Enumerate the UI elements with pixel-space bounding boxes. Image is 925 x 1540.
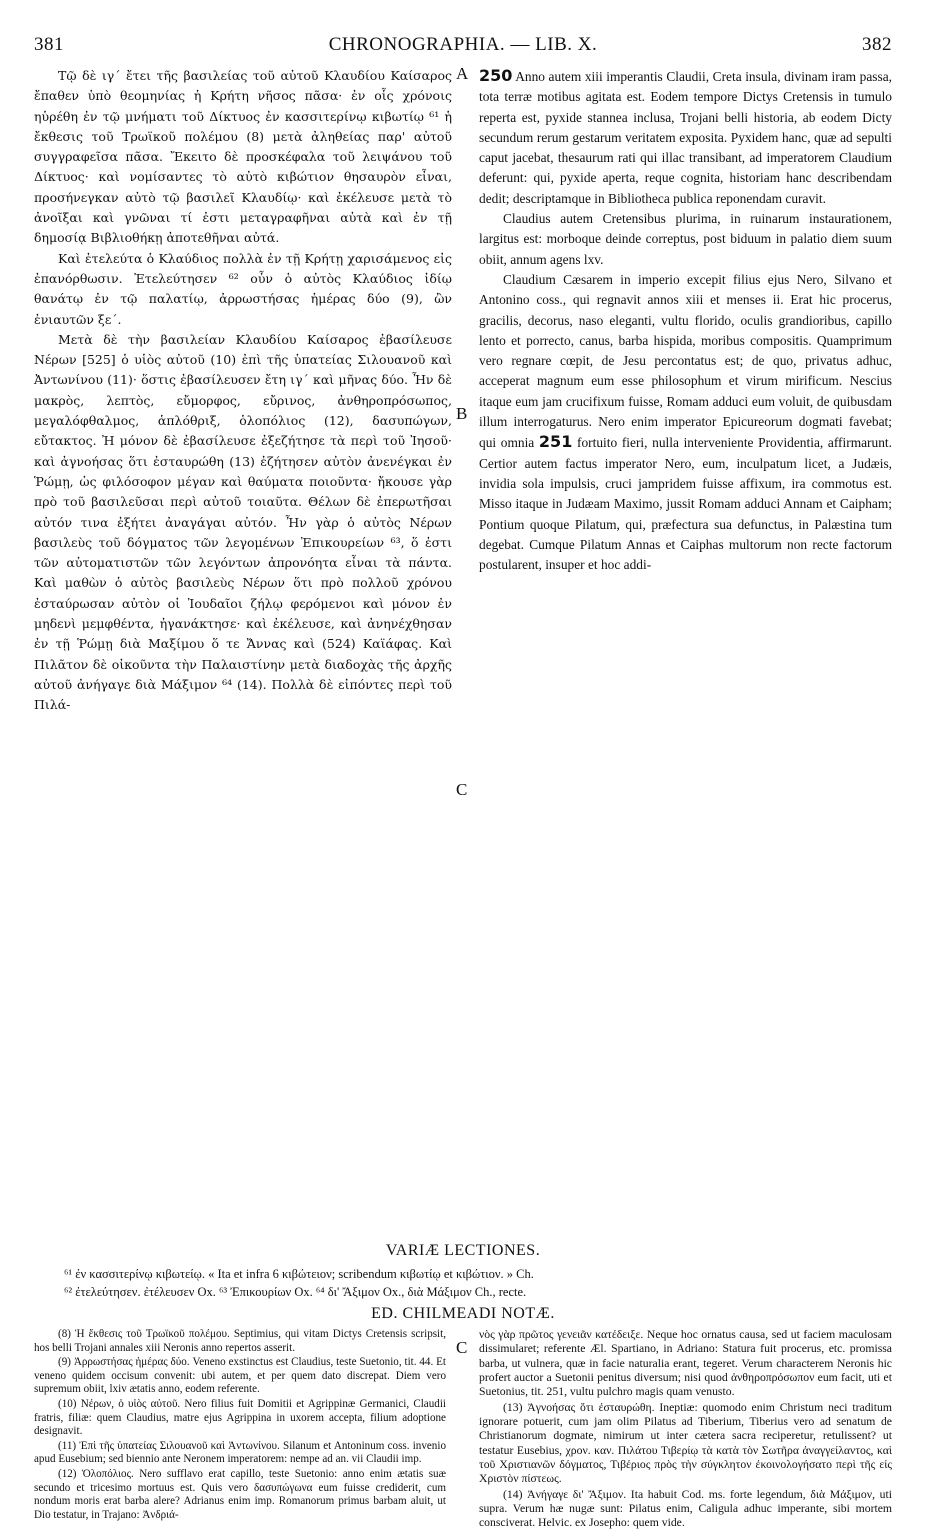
- page-number-left: 381: [34, 34, 64, 55]
- variant-line: ⁶¹ ἐν κασσιτερίνῳ κιβωτείῳ. « Ita et infra 6 κιβώτειον; scribendum κιβωτίῳ et κιβώτιον. » Ch.: [64, 1267, 534, 1281]
- page-number-right: 382: [862, 34, 892, 55]
- greek-text-column: [34, 66, 452, 716]
- latin-paragraph: [479, 66, 892, 209]
- note: (9) Ἀρρωστήσας ἡμέρας δύο. Veneno exstinctus est Claudius, teste Suetonio, tit. 44. Et veneno quidem occisum convenit: ubi autem, et per quem dato discrepat. Diem vero supremum obiit, lxiv ætatis anno, eodem referente.: [34, 1356, 446, 1396]
- margin-letter-b: B: [456, 404, 468, 423]
- note: (14) Ἀνήγαγε δι' Ἄξιμον. Ita habuit Cod. ms. forte legendum, διὰ Μάξιμον, uti supra. Verum hæ nugæ sunt: Pilatus enim, Caligula adhuc imperante, sibi mortem consciverat. Helvic. ex Josepho: quem vide.: [479, 1487, 892, 1530]
- latin-text-column: [479, 66, 892, 575]
- greek-paragraph: Καὶ ἐτελεύτα ὁ Κλαύδιος πολλὰ ἐν τῇ Κρήτῃ χαρισάμενος εἰς ἐπανόρθωσιν. Ἐτελεύτησεν ⁶² οὖν ὁ αὐτὸς Κλαύδιος ἰδίῳ θανάτῳ ἐν τῷ παλατίῳ, ἀρρωστήσας ἡμέρας δύο (9), ὢν ἐνιαυτῶν ξε΄.: [34, 250, 452, 327]
- note: (13) Ἀγνοήσας ὅτι ἐσταυρώθη. Ineptiæ: quomodo enim Christum neci traditum ignorare potuerit, cum jam olim Pilatus ad Tiberium, Tiberius vero ad senatum de Christianorum dogmate, nimirum ut inter cætera sacra reciperetur, retulissent? ut testatur Eusebius, χρον. καν. Πιλάτου Τιβερίῳ τὰ κατὰ τὸν Σωτῆρα ἀναγγείλαντος, καὶ τοῦ Χριστιανῶν δόγματος, Τιβέριος πρὸς τὴν σύγκλητον ἐκοινολογήσατο περὶ τῆς εἰς Χριστὸν πίστεως.: [479, 1400, 892, 1486]
- notes-title: ED. CHILMEADI NOTÆ.: [371, 1305, 555, 1322]
- note: (8) Ἡ ἔκθεσις τοῦ Τρωϊκοῦ πολέμου. Septimius, qui vitam Dictys Cretensis scripsit, hos belli Trojani annales xiii Neronis anno repertos asserit.: [34, 1328, 446, 1354]
- note-continuation: νὸς γὰρ πρῶτος γενειᾶν κατέδειξε. Neque hoc ornatus causa, sed ut faciem maculosam dissimularet; referente Æl. Spartiano, in Adriano: Statura fuit procerus, etc. promissa barba, ut vulnera, quæ in facie naturalia erant, tegeret. Verum characterem Neronis hic profert auctor a Suetonii penitus diversum; nisi quod ἀνθηροπρόσωπον eum facit, uti et Suetonius, tit. 251, vultu pulchro magis quam venusto.: [479, 1328, 892, 1399]
- note: (11) Ἐπὶ τῆς ὑπατείας Σιλουανοῦ καὶ Ἀντωνίνου. Silanum et Antoninum coss. invenio apud Eusebium; sed biennio ante Neronem imperatorem: nempe ad an. vii Claudii imp.: [34, 1439, 446, 1466]
- margin-letter-c-notes: C: [456, 1338, 468, 1357]
- section-number: 251: [538, 432, 573, 452]
- latin-text: fortuito fieri, nulla interveniente Providentia, affirmarunt. Certior autem factus imperator Nero, eum, inculpatum licet, a Judæis, invidia sola impulsis, cruci jampridem fuisse affixum, ira commotus est. Misso itaque in Judæam Maximo, jussit Romam adduci Annam et Caipham; Pontium quoque Pilatum, qui, præfectura sua defunctus, in Palæstina tum degebat. Cumque Pilatum Annas et Caiphas multorum non recte factorum postularent, insuper et hoc addi-: [479, 435, 892, 573]
- variae-lectiones: [40, 1265, 892, 1301]
- greek-paragraph: Μετὰ δὲ τὴν βασιλείαν Κλαυδίου Καίσαρος ἐβασίλευσε Νέρων [525] ὁ υἱὸς αὐτοῦ (10) ἐπὶ τῆς ὑπατείας Σιλουανοῦ καὶ Ἀντωνίνου (11)· ὅστις ἐβασίλευσεν ἔτη ιγ΄ καὶ μῆνας δύο. Ἦν δὲ μακρὸς, λεπτὸς, εὔμορφος, εὔρινος, ἀνθηροπρόσωπος, μεγαλόφθαλμος, ἁπλόθριξ, ὁλοπόλιος (12), δασυπώγων, εὔτακτος. Ἠ μόνον δὲ ἐβασίλευσε ἐξεζήτησε τὰ περὶ τοῦ Ἰησοῦ· καὶ ἀγνοήσας ὅτι ἐσταυρώθη (13) ἐζήτησεν αὐτὸν ἀνενέγκαι ἐν Ῥώμῃ, ὡς φιλόσοφον μέγαν καὶ θαύματα ποιοῦντα· ἤκουσε γὰρ πρὸ τοῦ βασιλεῦσαι περὶ αὐτοῦ τοιαῦτα. Θέλων δὲ ἐπερωτῆσαι αὐτόν τινα ἐξήτει ἀναγάγαι αὐτόν. Ἦν γὰρ ὁ αὐτὸς Νέρων βασιλεὺς τοῦ δόγματος τῶν λεγομένων Ἐπικουρείων ⁶³, ὅ ἐστι τῶν αὐτοματιστῶν τῶν λεγόντων ἀπρονόητα εἶναι τὰ πάντα. Καὶ μαθὼν ὁ αὐτὸς βασιλεὺς Νέρων ὅτι πρὸ πολλοῦ χρόνου ἐσταύρωσαν αὐτὸν οἱ Ἰουδαῖοι ζήλῳ φερόμενοι καὶ μόνον ἐν μηδενὶ μεμφθέντα, ἠγανάκτησε· καὶ ἐκέλευσε, καὶ ἀνηνέχθησαν ἐν τῇ Ῥώμῃ διὰ Μαξίμου ὅ τε Ἄννας καὶ (524) Καϊάφας. Καὶ Πιλᾶτον δὲ οἰκοῦντα τὴν Παλαιστίνην μετὰ διαδοχὰς τῆς ἀρχῆς αὐτοῦ ἀνήγαγε διὰ Μάξιμον ⁶⁴ (14). Πολλὰ δὲ εἰπόντες περὶ τοῦ Πιλά-: [34, 331, 452, 713]
- running-header: [34, 34, 892, 58]
- variant-line: ⁶² ἐτελεύτησεν. ἐτέλευσεν Ox. ⁶³ Ἐπικουρίων Ox. ⁶⁴ δι' Ἄξιμον Ox., διὰ Μάξιμον Ch., recte.: [64, 1285, 527, 1299]
- note: (12) Ὁλοπόλιος. Nero sufflavo erat capillo, teste Suetonio: anno enim ætatis suæ secundo et tricesimo mortuus est. Quis vero δασυπώγωνα eum fuisse crediderit, cum nondum moris erat barba alere? Adrianus enim imp. Romanorum primus barbam aluit, ut Dio testatur, in Trajano: Ἀνδριά-: [34, 1467, 446, 1521]
- variae-lectiones-title: VARIÆ LECTIONES.: [385, 1242, 541, 1259]
- margin-letter-c: C: [456, 780, 468, 799]
- latin-paragraph: Claudius autem Cretensibus plurima, in ruinarum instaurationem, largitus est: morboque deinde correptus, post biduum in palatio diem suum obiit, annum agens lxv.: [479, 211, 892, 267]
- latin-text: Anno autem xiii imperantis Claudii, Creta insula, divinam iram passa, tota terræ motibus agitata est. Eodem tempore Dictys Cretensis in tumulo reperta est, pyxide stannea inclusa, Trojani belli historia, ab eodem Dicty secundum rerum gestarum veritatem exposita. Pyxidem hanc, quæ ad sepulti caput jacebat, thesaurum rati qui illac transibant, ad imperatorem Claudium deferunt: qui, pyxide aperta, reque cognita, historiam hanc describendam dedit; descriptamque in Bibliotheca publica reponendam curavit.: [479, 69, 892, 206]
- note: (10) Νέρων, ὁ υἱὸς αὐτοῦ. Nero filius fuit Domitii et Agrippinæ Germanici, Claudii fratris, filiæ: quem Claudius, matre ejus Agrippina in uxorem accepta, filium adoptione designavit.: [34, 1397, 446, 1438]
- greek-paragraph: Τῷ δὲ ιγ΄ ἔτει τῆς βασιλείας τοῦ αὐτοῦ Κλαυδίου Καίσαρος ἔπαθεν ὑπὸ θεομηνίας ἡ Κρήτη νῆσος πᾶσα· ἐν οἷς χρόνοις ηὑρέθη ἐν τῷ μνήματι τοῦ Δίκτυος ἐν κασσιτερίνῳ κιβωτίῳ ⁶¹ ἡ ἔκθεσις τοῦ Τρωϊκοῦ πολέμου (8) μετὰ ἀληθείας παρ' αὐτοῦ συγγραφεῖσα πᾶσα. Ἔκειτο δὲ προσκέφαλα τοῦ λειψάνου τοῦ Δίκτυος· καὶ νομίσαντες τὸ αὐτὸ κιβώτιον θησαυρὸν εἶναι, προσήνεγκαν αὐτὸ τῷ βασιλεῖ Κλαυδίῳ· καὶ ἐκέλευσε μετὰ τὸ ἀνοῖξαι καὶ γνῶναι τί ἐστι μεταγραφῆναι αὐτὰ καὶ ἐν τῇ δημοσίᾳ Βιβλιοθήκῃ ἀποτεθῆναι αὐτά.: [34, 68, 452, 246]
- latin-text: Claudium Cæsarem in imperio excepit filius ejus Nero, Silvano et Antonino coss., qui regnavit annos xiii et menses ii. Erat hic procerus, gracilis, decorus, naso eleganti, vultu florido, oculis grandioribus, capillo lento et porrecto, canus, barba hispida, moribus compositis. Quamprimum vero regnare cœpit, de Jesu percontatus est; de quo, privatus adhuc, acceperat magnum eum esse philosophum et virum mirificum. Nescius itaque eum jam crucifixum fuisse, Romam adduci eum voluit, de quibusdam illum interrogaturus. Nero enim imperator Epicureorum dogmati favebat; qui omnia: [479, 271, 892, 451]
- notes-left-column: [34, 1328, 446, 1523]
- section-number: 250: [479, 66, 513, 85]
- running-title: CHRONOGRAPHIA. — LIB. X.: [328, 34, 598, 55]
- margin-letter-a: A: [456, 64, 469, 83]
- latin-paragraph: [479, 270, 892, 575]
- notes-right-column: [479, 1328, 892, 1532]
